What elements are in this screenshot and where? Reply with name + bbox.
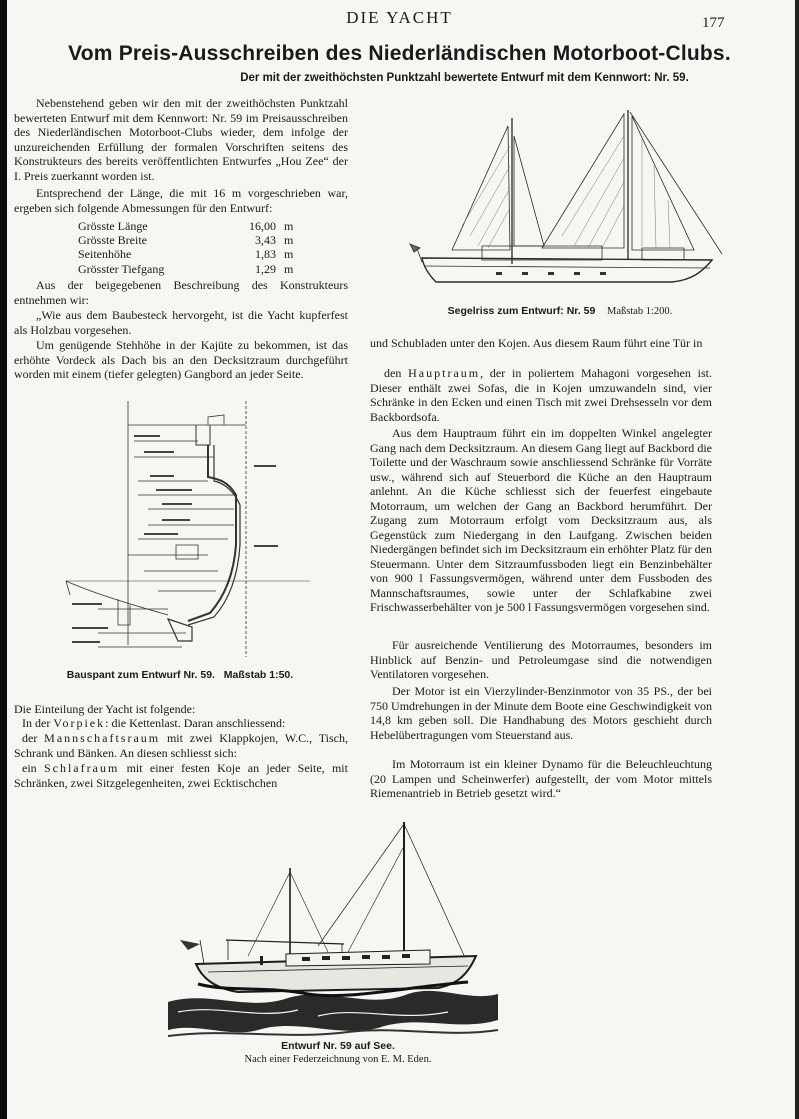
length-paragraph: Entsprechend der Länge, die mit 16 m vorgeschrieben war, ergeben sich folgende Abmessungen für den Entwurf: — [14, 186, 348, 215]
sleep-prefix: ein — [22, 761, 44, 775]
crew-rest: mit zwei Klappkojen, W.C., Tisch, Schrank und Bänken. An diesen schliesst sich: — [14, 731, 348, 760]
dimension-label: Grösste Länge — [78, 219, 148, 233]
dimension-label: Grösste Breite — [78, 233, 147, 248]
right-paragraph-6: Im Motorraum ist ein kleiner Dynamo für die Beleuchleuchtung (20 Lampen und Scheinwerfer) aufgestellt, der vom Motor mittels Riemenantrieb in Betrieb gesetzt wird.“ — [370, 757, 712, 800]
right-paragraph-3: Aus dem Hauptraum führt ein im doppelten Winkel angelegter Gang nach dem Decksitzraum. An diesem Gang liegt auf Backbord die Toilette und der Waschraum sowie anschliessend Schränke für Vorräte usw., während sich auf Steuerbord die Küche an den Hauptraum anlehnt. An die Küche schliesst sich der feuerfest eingebaute Motorraum, um welchen der Gang an Backbord herumführt. Der Zugang zum Motorraum erfolgt vom Decksitzraum aus, als Gegenstück zum Niedergang in den Laufgang. Zwischen beiden Niedergängen befindet sich im Decksitzraum ein erhöhter Platz für den Steuermann. Unter dem Sitzraumfussboden liegt ein Benzinbehälter von 900 l Fassungsvermögen, während unter dem Fussboden des Mannschaftsraumes, sowie unter der Schlafkabine zwei Frischwasserbehälter von je 500 l Fassungsvermögen vorgesehen sind. — [370, 426, 712, 614]
section-caption-title: Bauspant zum Entwurf Nr. 59. — [66, 669, 215, 681]
dimension-row — [78, 247, 293, 261]
hauptraum-rest: , der in poliertem Mahagoni vorgesehen ist. Dieser enthält zwei Sofas, die in Kojen umzuwandeln sind, vier Schränke in den Ecken und einen Tisch mit zwei Drehsesseln vor dem Backbordsofa. — [370, 366, 713, 424]
dimension-row — [78, 219, 293, 233]
dimension-row — [78, 262, 293, 276]
dimension-unit: m — [284, 219, 294, 233]
crew-term: Mannschaftsraum — [44, 731, 161, 745]
dimension-label: Seitenhöhe — [78, 247, 132, 262]
sea-caption — [170, 1040, 506, 1065]
sleep-term: Schlafraum — [43, 761, 120, 775]
sea-caption-title: Entwurf Nr. 59 auf See. — [281, 1040, 395, 1052]
dimension-value: 1,29 — [255, 261, 276, 276]
dimension-value: 3,43 — [255, 233, 276, 248]
quote-paragraph-2: Um genügende Stehhöhe in der Kajüte zu bekommen, ist das erhöhte Vordeck als Dach bis an den Decksitzraum durchgeführt worden mit einem (tiefer gelegten) Gangbord an jeder Seite. — [14, 338, 348, 381]
vorpiek-rest: : die Kettenlast. Daran anschliessend: — [105, 716, 286, 730]
scan-border-right — [795, 0, 799, 1119]
intro-paragraph: Nebenstehend geben wir den mit der zweithöchsten Punktzahl bewerteten Entwurf mit dem Kennwort: Nr. 59 im Preisausschreiben des Niederländischen Motorboot-Clubs wieder, dem infolge der unzureichenden Erfüllung der formalen Vorschriften seitens des Konstrukteurs des bereits veröffentlichten Entwurfes „Hou Zee“ der I. Preis zuerkannt worden ist. — [14, 96, 348, 183]
right-paragraph-5: Der Motor ist ein Vierzylinder-Benzinmotor von 35 PS., der bei 750 Umdrehungen in der Minute dem Boote eine Geschwindigkeit von 14,8 km geben soll. Die Handhabung des Motors geschieht durch Hebelübertragungen vom Steuerstand aus. — [370, 684, 712, 742]
dimension-value: 16,00 — [249, 219, 276, 233]
crew-paragraph — [14, 731, 348, 760]
hauptraum-prefix: den — [384, 366, 409, 380]
yacht-at-sea-drawing — [168, 816, 498, 1040]
dimension-unit: m — [284, 247, 294, 262]
dimension-row — [78, 233, 293, 247]
hauptraum-term: Hauptraum — [408, 366, 481, 380]
vorpiek-prefix: In der — [22, 716, 54, 730]
article-title: Vom Preis-Ausschreiben des Niederländischen Motorboot-Clubs. — [68, 42, 731, 65]
sail-plan-caption-title: Segelriss zum Entwurf: Nr. 59 — [447, 305, 596, 317]
page-number: 177 — [702, 15, 725, 31]
cross-section-drawing — [58, 395, 320, 667]
section-caption — [30, 669, 330, 681]
right-paragraph-4: Für ausreichende Ventilierung des Motorraumes, besonders im Hinblick auf Benzin- und Petroleumgase sind die notwendigen Ventilatoren vorgesehen. — [370, 638, 712, 681]
crew-prefix: der — [22, 731, 45, 745]
dimensions-table — [78, 219, 293, 276]
quote-paragraph-1: „Wie aus dem Baubesteck hervorgeht, ist die Yacht kupferfest als Holzbau vorgesehen. — [14, 308, 348, 337]
sea-caption-credit: Nach einer Federzeichnung von E. M. Eden. — [244, 1054, 432, 1065]
right-paragraph-1: und Schubladen unter den Kojen. Aus diesem Raum führt eine Tür in — [370, 336, 703, 350]
dimension-unit: m — [284, 261, 294, 276]
sail-plan-caption-scale: Maßstab 1:200. — [606, 306, 673, 317]
running-title: DIE YACHT — [346, 8, 453, 27]
dimension-label: Grösster Tiefgang — [78, 261, 165, 276]
description-intro: Aus der beigegebenen Beschreibung des Konstrukteurs entnehmen wir: — [14, 278, 348, 307]
vorpiek-term: Vorpiek — [53, 716, 106, 730]
sail-plan-drawing — [392, 96, 728, 298]
dimension-unit: m — [284, 233, 294, 248]
dimension-value: 1,83 — [255, 247, 276, 262]
article-subtitle: Der mit der zweithöchsten Punktzahl bewertete Entwurf mit dem Kennwort: Nr. 59. — [240, 72, 689, 84]
sleep-rest: mit einer festen Koje an jeder Seite, mit Schränken, zwei Sitzgelegenheiten, zwei Ecktischchen — [14, 761, 348, 790]
vorpiek-paragraph — [14, 716, 348, 731]
sail-plan-caption — [400, 305, 720, 317]
scan-border-left — [0, 0, 7, 1119]
sleep-paragraph — [14, 761, 348, 790]
right-paragraph-2 — [370, 366, 712, 424]
division-intro: Die Einteilung der Yacht ist folgende: — [14, 702, 196, 716]
section-caption-scale: Maßstab 1:50. — [223, 669, 294, 681]
